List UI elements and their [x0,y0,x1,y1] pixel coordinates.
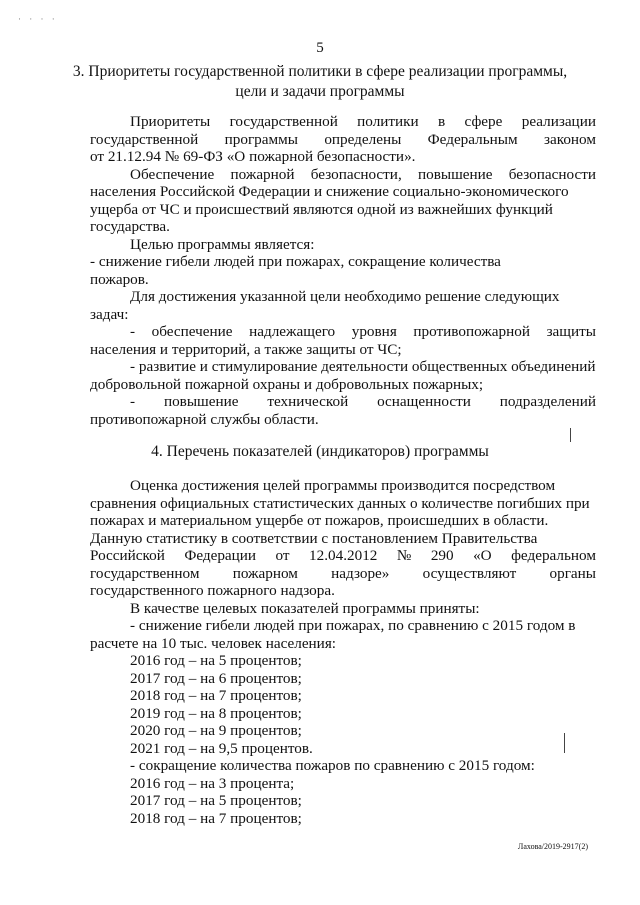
section-4-body [90,477,596,827]
paragraph-line: противопожарной службы области. [90,410,319,428]
paragraph-line: Для достижения указанной цели необходимо решение следующих [130,288,560,305]
fires-target-header: - сокращение количества пожаров по сравнению с 2015 годом: [130,757,535,774]
scan-margin-mark [564,733,565,753]
paragraph-line: пожарах и материальном ущербе от пожаров, происшедших в области. [90,512,549,529]
paragraph-line: Данную статистику в соответствии с постановлением Правительства [90,529,538,547]
paragraph-line: государственного пожарного надзора. [90,582,335,599]
paragraph-line: добровольной пожарной охраны и добровольных пожарных; [90,375,484,393]
section-3-title-line-2: цели и задачи программы [235,83,405,100]
task-item: - обеспечение надлежащего уровня противопожарной защиты [130,323,596,340]
scan-margin-mark [570,428,571,442]
paragraph-line: задач: [90,305,129,323]
paragraph-line: ущерба от ЧС и происшествий являются одной из важнейших функций [90,200,553,218]
deaths-target-item: 2016 год – на 5 процентов; [130,652,302,669]
paragraph-line: населения Российской Федерации и снижение социально-экономического [90,183,569,200]
paragraph-line: государственной программы определены Федеральным законом [90,130,596,148]
deaths-target-item: 2019 год – на 8 процентов; [130,704,302,722]
paragraph-line: Приоритеты государственной политики в сфере реализации [130,113,596,130]
deaths-target-item: 2017 год – на 6 процентов; [130,669,302,687]
goal-label: Целью программы является: [130,235,315,253]
paragraph-line: пожаров. [90,270,149,288]
paragraph-line: государства. [90,218,170,235]
paragraph-line: Российской Федерации от 12.04.2012 № 290 «О федеральном [90,547,596,564]
fires-target-item: 2018 год – на 7 процентов; [130,809,302,827]
section-3-heading [70,62,570,102]
paragraph-line: - снижение гибели людей при пожарах, сокращение количества [90,253,501,270]
section-3-body [90,113,596,428]
paragraph-line: расчете на 10 тыс. человек населения: [90,634,337,652]
fires-target-item: 2016 год – на 3 процента; [130,774,295,792]
task-item: - развитие и стимулирование деятельности общественных объединений [130,358,596,375]
paragraph-line: сравнения официальных статистических данных о количестве погибших при [90,494,590,512]
paragraph-line: от 21.12.94 № 69-ФЗ «О пожарной безопасности». [90,148,416,165]
deaths-target-item: 2021 год – на 9,5 процентов. [130,739,313,757]
fires-target-item: 2017 год – на 5 процентов; [130,792,302,809]
paragraph-line: населения и территорий, а также защиты от ЧС; [90,340,402,358]
task-item: - повышение технической оснащенности подразделений [130,393,596,410]
section-3-title-line-1: 3. Приоритеты государственной политики в сфере реализации программы, [72,63,568,80]
deaths-target-item: 2020 год – на 9 процентов; [130,722,302,739]
section-4-heading: 4. Перечень показателей (индикаторов) программы [151,443,489,460]
deaths-target-header: - снижение гибели людей при пожарах, по сравнению с 2015 годом в [130,617,576,634]
paragraph-line: Обеспечение пожарной безопасности, повышение безопасности [130,165,596,183]
targets-label: В качестве целевых показателей программы приняты: [130,599,480,617]
document-footer-code: Лахова/2019-2917(2) [517,842,588,851]
scan-artifact: · · · · [18,14,58,24]
paragraph-line: Оценка достижения целей программы производится посредством [130,477,556,494]
paragraph-line: государственном пожарном надзоре» осуществляют органы [90,564,596,582]
page-number: 5 [316,40,324,56]
deaths-target-item: 2018 год – на 7 процентов; [130,687,302,704]
